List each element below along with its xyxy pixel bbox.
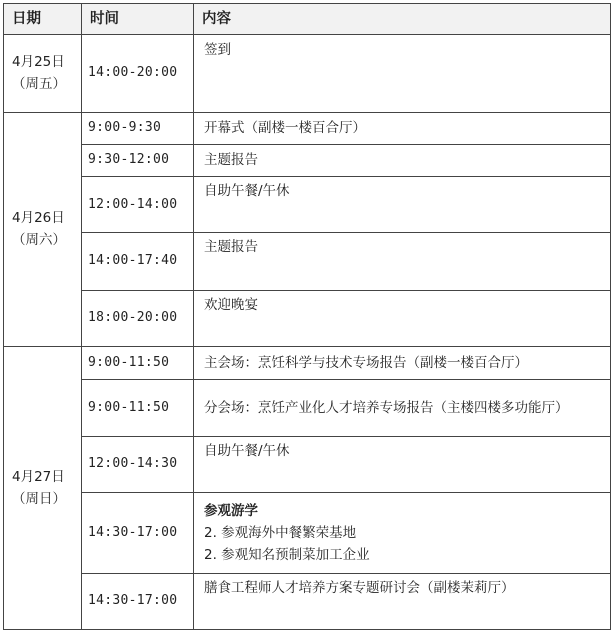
content-cell: 签到: [194, 35, 611, 113]
time-text: 12:00-14:30: [88, 456, 178, 472]
table-row: [4, 35, 611, 113]
schedule-table: [3, 3, 611, 630]
table-row: [4, 380, 611, 436]
time-cell: [82, 436, 194, 492]
time-cell: [82, 144, 194, 176]
table-row: [4, 436, 611, 492]
table-row: [4, 144, 611, 176]
content-cell: 主题报告: [194, 233, 611, 290]
content-cell: 膳食工程师人才培养方案专题研讨会（副楼茉莉厅）: [194, 573, 611, 629]
time-cell: [82, 347, 194, 380]
table-row: [4, 347, 611, 380]
content-cell: 主会场：烹饪科学与技术专场报告（副楼一楼百合厅）: [194, 347, 611, 380]
time-cell: [82, 35, 194, 113]
time-text: 18:00-20:00: [88, 310, 178, 326]
header-row: [4, 4, 611, 35]
table-row: [4, 290, 611, 346]
date-cell-apr25: 4月25日（周五）: [4, 35, 82, 113]
table-row: [4, 233, 611, 290]
table-row: [4, 112, 611, 144]
content-cell: 分会场：烹饪产业化人才培养专场报告（主楼四楼多功能厅）: [194, 380, 611, 436]
time-text: 12:00-14:00: [88, 196, 178, 212]
content-title: 参观游学: [204, 502, 258, 519]
time-text: 14:30-17:00: [88, 593, 178, 609]
time-text: 14:00-17:40: [88, 253, 178, 269]
header-time: 时间: [82, 4, 194, 35]
content-line: 2. 参观知名预制菜加工企业: [204, 546, 370, 563]
content-line: 2. 参观海外中餐繁荣基地: [204, 524, 357, 541]
time-text: 9:00-9:30: [88, 120, 162, 136]
table-row: [4, 176, 611, 232]
content-cell: 开幕式（副楼一楼百合厅）: [194, 112, 611, 144]
header-date: 日期: [4, 4, 82, 35]
time-text: 14:00-20:00: [88, 65, 178, 81]
time-text: 14:30-17:00: [88, 524, 178, 540]
date-cell-apr27: 4月27日（周日）: [4, 347, 82, 630]
content-cell: 自助午餐/午休: [194, 436, 611, 492]
time-cell: [82, 290, 194, 346]
content-cell: 自助午餐/午休: [194, 176, 611, 232]
time-text: 9:30-12:00: [88, 152, 170, 168]
time-text: 9:00-11:50: [88, 355, 170, 371]
content-cell: 主题报告: [194, 144, 611, 176]
table-row: [4, 573, 611, 629]
header-content: 内容: [194, 4, 611, 35]
time-text: 9:00-11:50: [88, 399, 170, 415]
time-cell: [82, 573, 194, 629]
date-cell-apr26: 4月26日（周六）: [4, 112, 82, 347]
time-cell: [82, 176, 194, 232]
time-cell: [82, 380, 194, 436]
table-row: [4, 493, 611, 574]
time-cell: [82, 233, 194, 290]
time-cell: [82, 112, 194, 144]
time-cell: [82, 493, 194, 574]
content-cell: 欢迎晚宴: [194, 290, 611, 346]
content-cell: [194, 493, 611, 574]
